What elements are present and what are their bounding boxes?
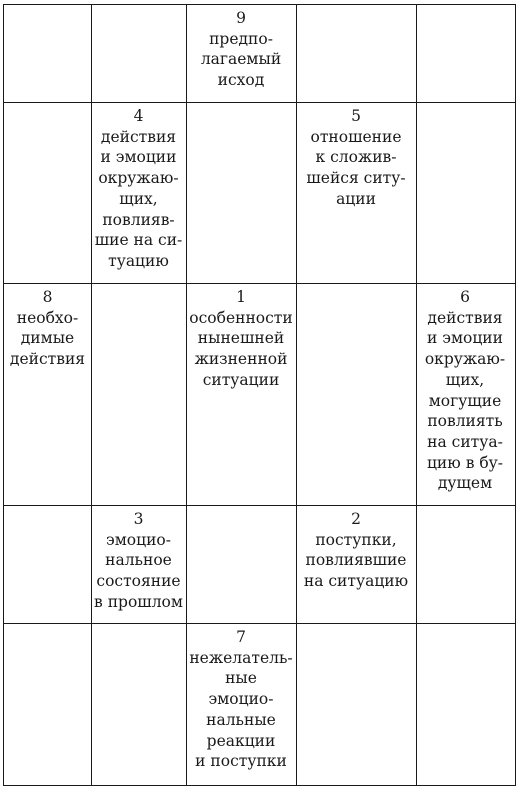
cell-text-line: жизненной <box>194 350 288 369</box>
cell-text-line: предпо- <box>209 29 273 48</box>
cell-5-attitude <box>296 106 416 210</box>
cell-text-line: действия <box>427 308 503 327</box>
cell-number: 5 <box>351 107 361 125</box>
cell-text-line: к сложив- <box>315 148 397 167</box>
method-grid-table <box>3 4 516 786</box>
cell-9-expected-outcome <box>186 8 296 91</box>
cell-text-line: повлиять <box>427 412 503 431</box>
cell-text-line: димые <box>20 329 75 348</box>
cell-text-line: нынешней <box>197 329 285 348</box>
cell-text-line: эмоцио- <box>106 530 171 549</box>
cell-text-line: шие на си- <box>94 231 183 250</box>
cell-text-line: нежелатель- <box>189 648 293 667</box>
cell-text-line: дущем <box>437 474 493 493</box>
cell-text-line: и эмоции <box>100 148 177 167</box>
cell-text-line: действия <box>100 127 177 146</box>
cell-text-line: действия <box>9 350 86 369</box>
cell-text-line: состояние <box>96 572 181 591</box>
cell-text-line: нальные <box>206 710 276 729</box>
cell-text-line: лагаемый <box>200 50 282 69</box>
cell-text-line: могущие <box>428 391 502 410</box>
cell-text-line: и поступки <box>195 752 287 771</box>
cell-text-line: нальное <box>105 551 172 570</box>
cell-text-line: окружаю- <box>424 350 506 369</box>
cell-2-actions-affecting-situation <box>296 509 416 592</box>
cell-text-line: необхо- <box>16 308 79 327</box>
cell-number: 3 <box>133 510 144 528</box>
row-divider <box>4 623 515 624</box>
cell-text-line: щих, <box>119 189 158 208</box>
cell-number: 4 <box>133 107 144 125</box>
row-divider <box>4 505 515 506</box>
cell-1-current-situation <box>186 287 296 391</box>
cell-text-line: в прошлом <box>94 592 183 611</box>
cell-text-line: цию в бу- <box>426 453 504 472</box>
cell-text-line: эмоцио- <box>208 690 274 709</box>
cell-number: 6 <box>460 288 470 306</box>
row-divider <box>4 102 515 103</box>
cell-text-line: ные <box>225 669 257 688</box>
cell-4-others-past-actions <box>91 106 186 272</box>
cell-text-line: исход <box>217 71 265 90</box>
cell-text-line: на ситуа- <box>427 432 503 451</box>
cell-number: 9 <box>236 9 246 27</box>
cell-6-others-future-actions <box>416 287 514 494</box>
cell-number: 8 <box>42 288 53 306</box>
cell-8-necessary-actions <box>4 287 91 370</box>
cell-text-line: и эмоции <box>427 329 503 348</box>
cell-text-line: щих, <box>445 370 485 389</box>
row-divider <box>4 283 515 284</box>
cell-7-undesirable-reactions <box>186 627 296 772</box>
cell-number: 1 <box>236 288 246 306</box>
cell-text-line: реакции <box>206 731 276 750</box>
cell-text-line: ации <box>336 189 376 208</box>
cell-text-line: особенности <box>189 308 293 327</box>
cell-number: 7 <box>236 628 246 646</box>
cell-text-line: отношение <box>310 127 402 146</box>
cell-text-line: повлияв- <box>102 210 175 229</box>
cell-text-line: туацию <box>108 251 169 270</box>
cell-text-line: окружаю- <box>98 169 179 188</box>
cell-text-line: ситуации <box>202 370 280 389</box>
cell-text-line: на ситуацию <box>303 572 409 591</box>
cell-text-line: шейся ситу- <box>306 169 406 188</box>
cell-number: 2 <box>351 510 361 528</box>
cell-3-past-emotional-state <box>91 509 186 613</box>
cell-text-line: поступки, <box>315 530 397 549</box>
cell-text-line: повлиявшие <box>305 551 407 570</box>
